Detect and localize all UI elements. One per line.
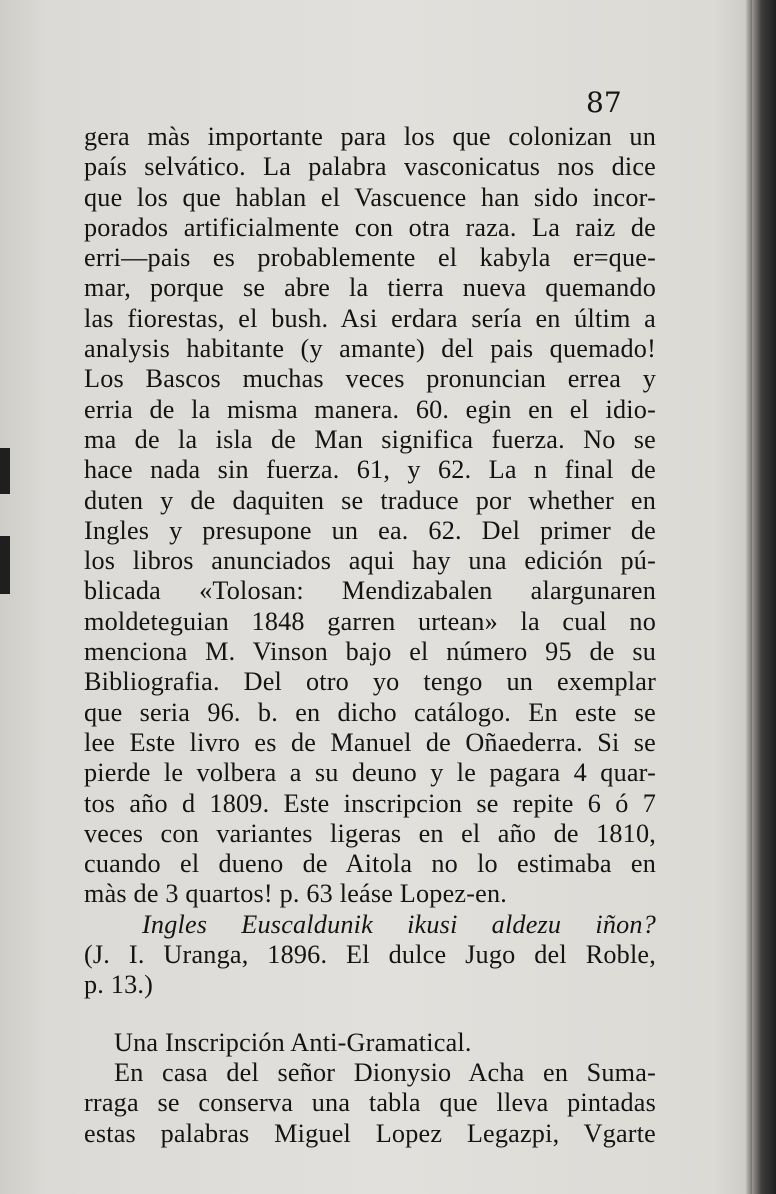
quote-line: Ingles Euscaldunik ikusi aldezu iñon? [142,909,656,939]
text-line: rraga se conserva una tabla que lleva pintadas [84,1088,656,1118]
text-line: erria de la misma manera. 60. egin en el idio- [84,394,656,424]
text-line: moldeteguian 1848 garren urtean» la cual no [84,606,656,636]
text-line: Bibliografia. Del otro yo tengo un exemplar [84,667,656,697]
text-line: En casa del señor Dionysio Acha en Suma- [114,1057,656,1087]
text-line: los libros anunciados aqui hay una edición pú- [84,546,656,576]
text-line: porados artificialmente con otra raza. La raiz de [84,212,656,242]
text-line: tos año d 1809. Este inscripcion se repite 6 ó 7 [84,788,656,818]
text-line: mar, porque se abre la tierra nueva quemando [84,273,656,303]
text-line: país selvático. La palabra vasconicatus nos dice [84,152,656,182]
text-line: blicada «Tolosan: Mendizabalen alargunaren [84,576,656,606]
text-line: que los que hablan el Vascuence han sido incor- [84,182,656,212]
binding-mark-top [0,448,10,494]
text-line: pierde le volbera a su deuno y le pagara 4 quar- [84,758,656,788]
page-edge-shadow [752,0,776,1194]
section-title: Una Inscripción Anti-Gramatical. [114,1027,472,1057]
text-line: analysis habitante (y amante) del pais quemado! [84,334,656,364]
page-text [84,122,656,1149]
binding-mark-bottom [0,536,10,594]
text-line: lee Este livro es de Manuel de Oñaederra. Si se [84,727,656,757]
text-line: erri—pais es probablemente el kabyla er=que- [84,243,656,273]
text-line: las fiorestas, el bush. Asi erdara sería en últim a [84,303,656,333]
text-line: duten y de daquiten se traduce por whether en [84,485,656,515]
text-line: hace nada sin fuerza. 61, y 62. La n final de [84,455,656,485]
text-line: gera màs importante para los que colonizan un [84,122,656,151]
text-line: veces con variantes ligeras en el año de 1810, [84,818,656,848]
text-line: Los Bascos muchas veces pronuncian errea y [84,364,656,394]
paragraph-gap [84,1001,656,1028]
text-line: estas palabras Miguel Lopez Legazpi, Vgarte [84,1118,656,1148]
text-line: Ingles y presupone un ea. 62. Del primer de [84,515,656,545]
text-line: màs de 3 quartos! p. 63 leáse Lopez-en. [84,879,508,909]
page-number: 87 [586,86,622,119]
citation-line: p. 13.) [84,970,154,1000]
text-line: ma de la isla de Man significa fuerza. No se [84,424,656,454]
text-line: cuando el dueno de Aitola no lo estimaba en [84,849,656,879]
text-line: que seria 96. b. en dicho catálogo. En este se [84,697,656,727]
text-line: menciona M. Vinson bajo el número 95 de su [84,637,656,667]
citation-line: (J. I. Uranga, 1896. El dulce Jugo del Roble, [84,940,656,970]
